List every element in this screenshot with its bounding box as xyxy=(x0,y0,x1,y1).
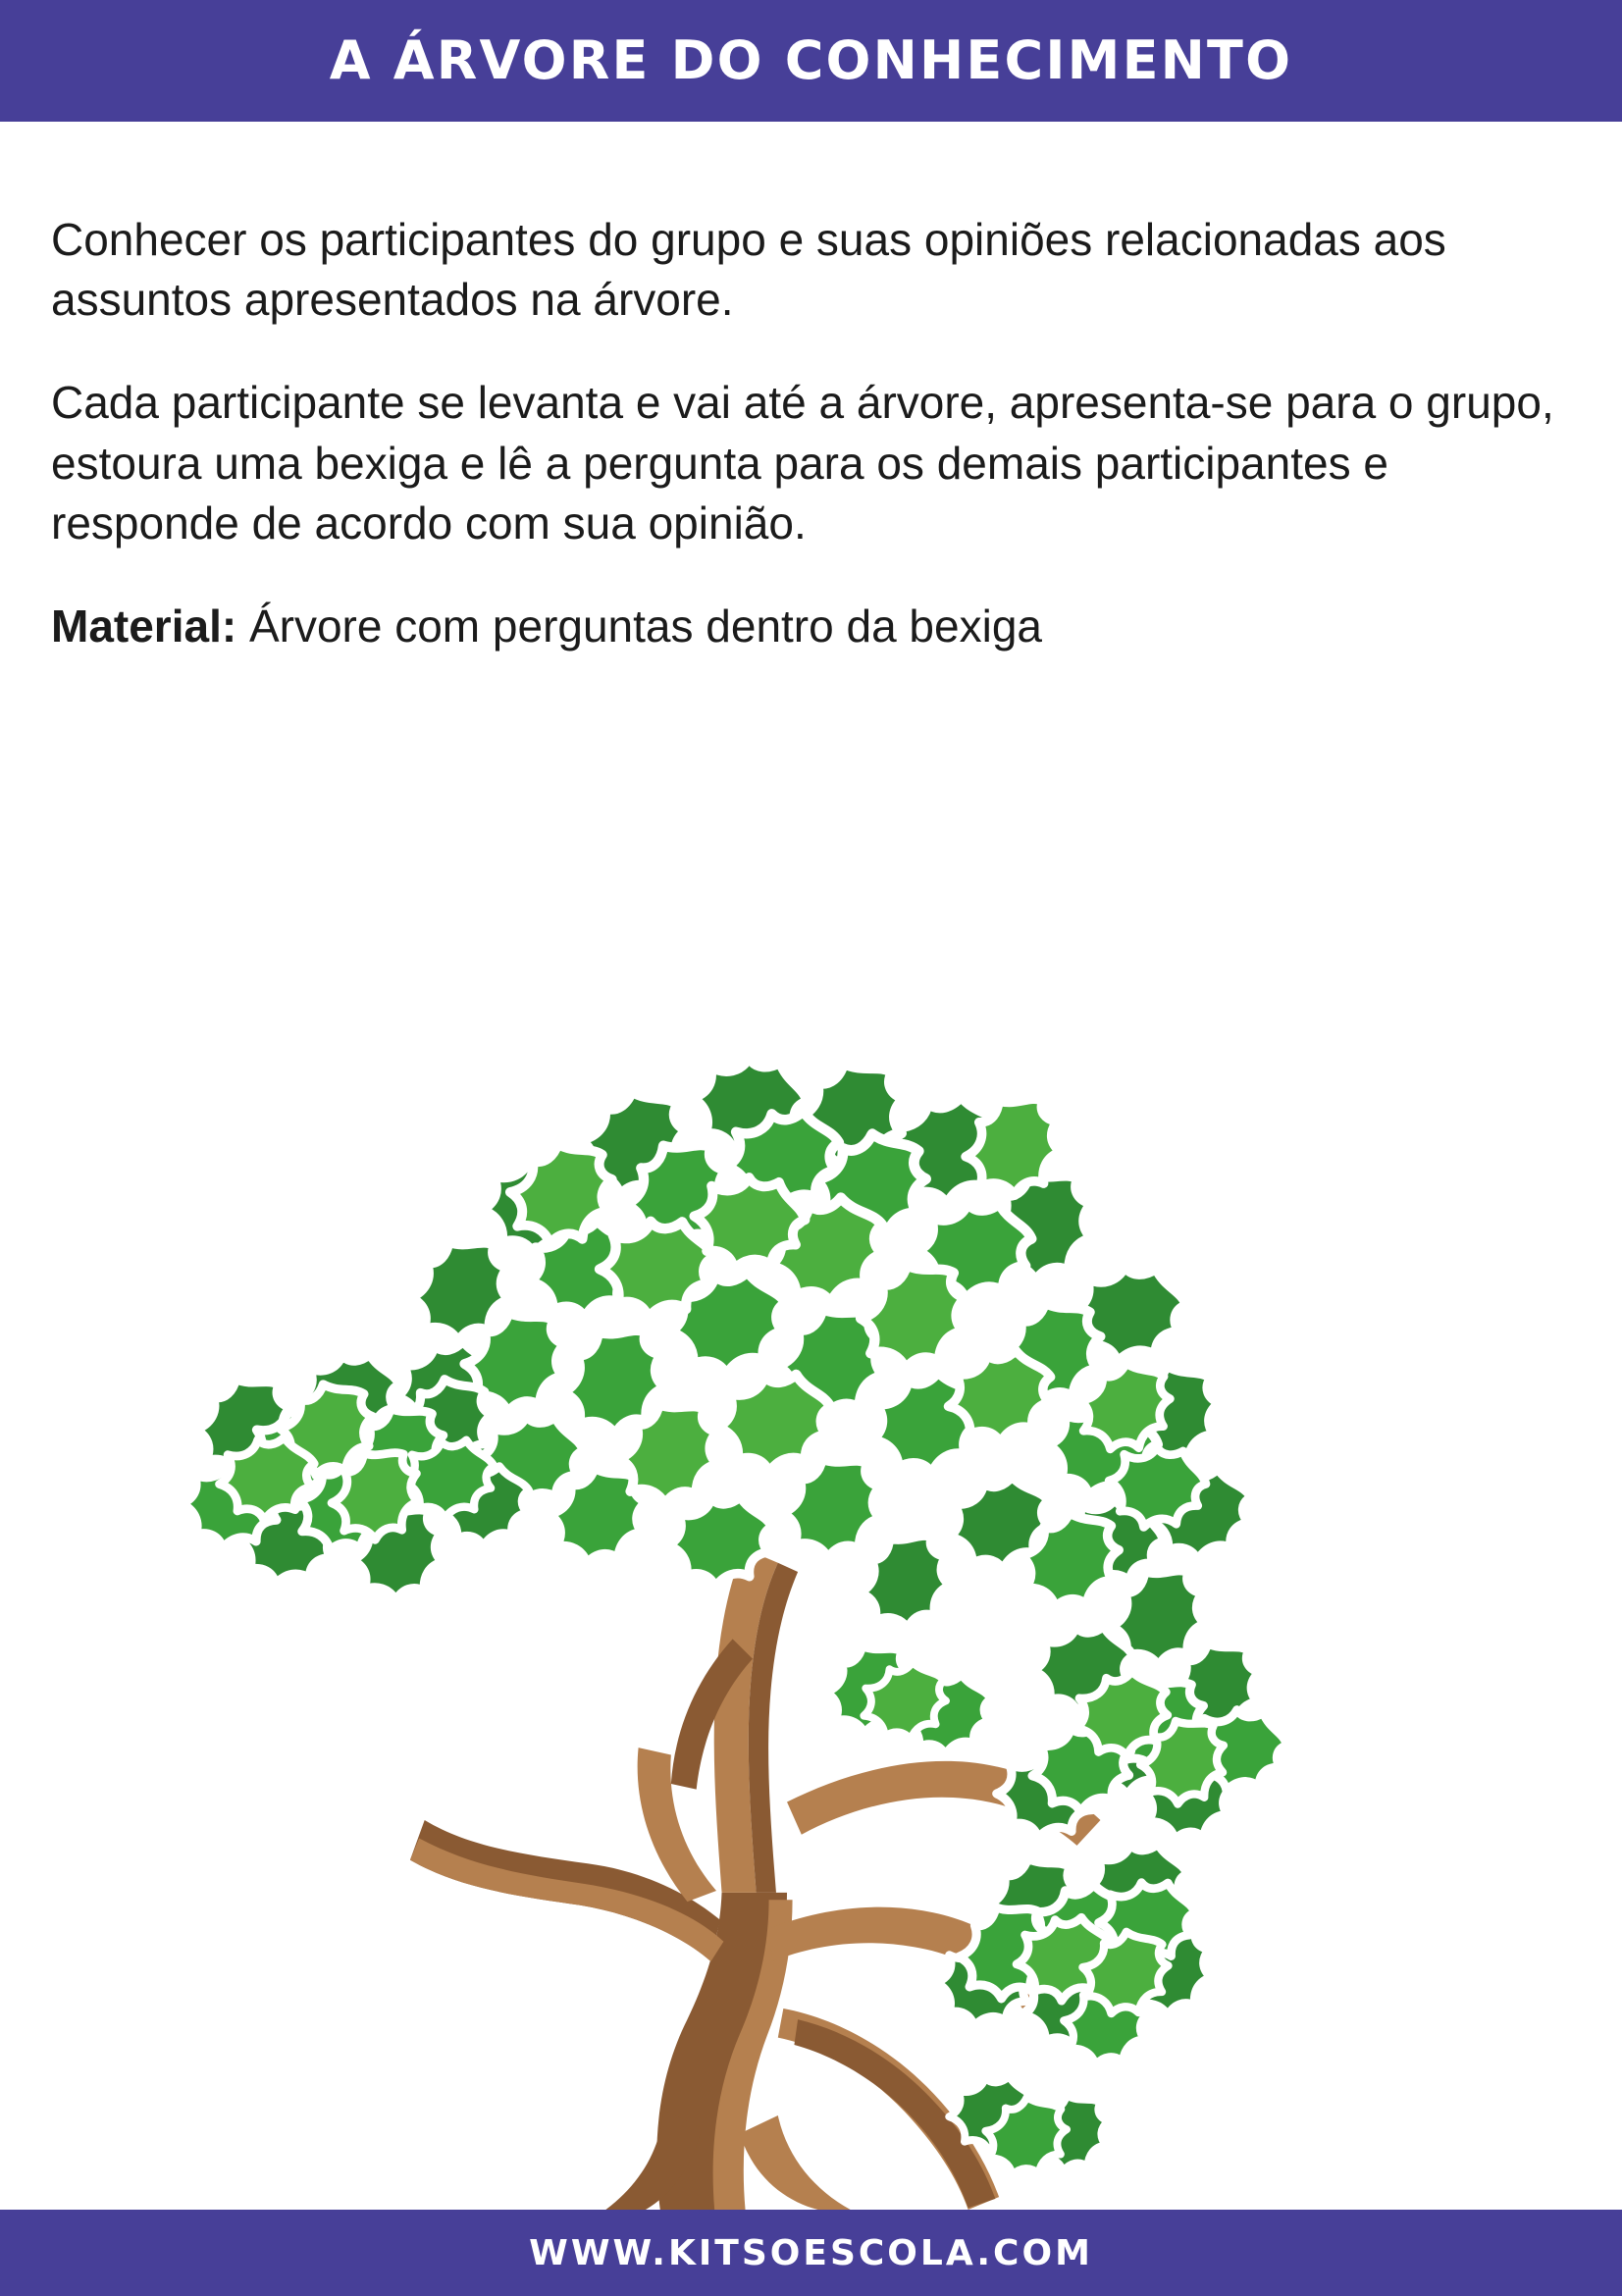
main-content xyxy=(0,122,1622,2210)
header-bar xyxy=(0,0,1622,122)
tree-svg xyxy=(0,1005,1622,2210)
objective-paragraph: Conhecer os participantes do grupo e suas opiniões relacionadas aos assuntos apresentados na árvore. xyxy=(51,214,1446,326)
page-title: A ÁRVORE DO CONHECIMENTO xyxy=(329,29,1293,91)
material-value: Árvore com perguntas dentro da bexiga xyxy=(236,600,1042,652)
tree-illustration xyxy=(0,1005,1622,2210)
website-url[interactable]: WWW.KITSOESCOLA.COM xyxy=(529,2232,1093,2273)
activity-paragraph: Cada participante se levanta e vai até a árvore, apresenta-se para o grupo, estoura uma bexiga e lê a pergunta para os demais participantes e responde de acordo com sua opinião. xyxy=(51,377,1554,548)
footer-bar xyxy=(0,2210,1622,2296)
instructions-text-block xyxy=(51,210,1571,656)
material-paragraph xyxy=(51,597,1571,656)
material-label: Material: xyxy=(51,600,237,652)
